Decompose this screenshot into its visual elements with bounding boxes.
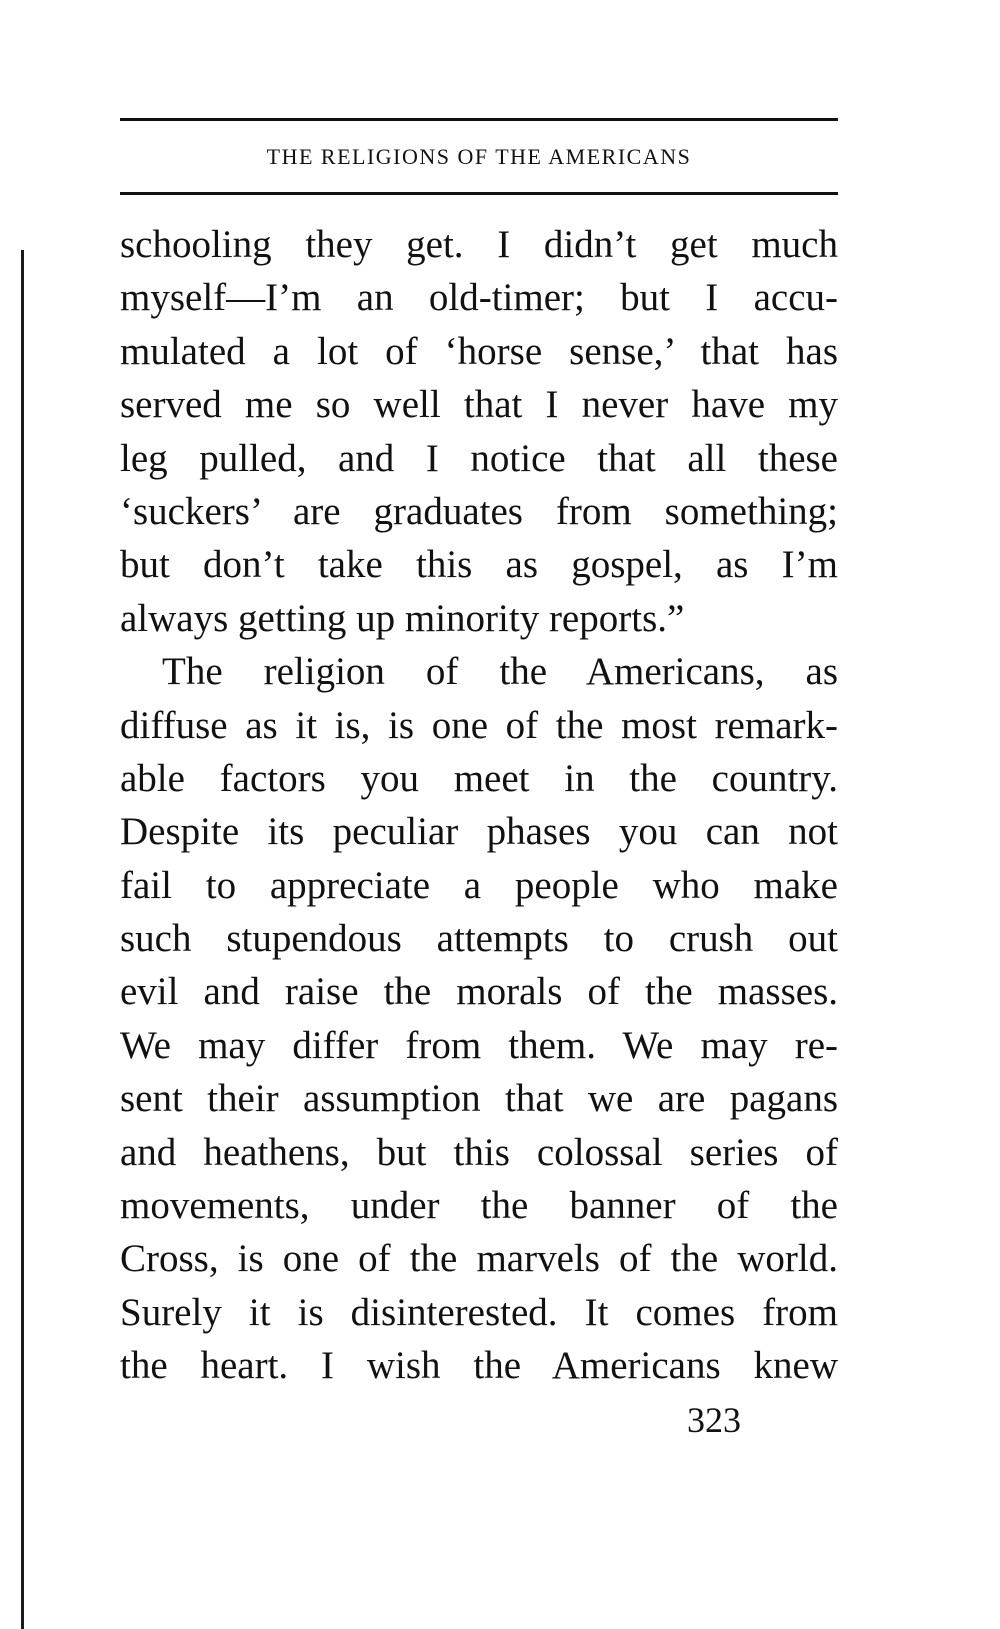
text-line: always getting up minority reports.” — [120, 596, 685, 640]
text-line: fail to appreciate a people who make — [120, 863, 838, 907]
paragraph-start-line: The religion of the Americans, as — [162, 650, 838, 694]
text-line: leg pulled, and I notice that all these — [120, 436, 838, 480]
text-line: Surely it is disinterested. It comes from — [120, 1290, 838, 1334]
text-line: the heart. I wish the Americans knew — [120, 1344, 838, 1388]
text-line: ‘suckers’ are graduates from something; — [120, 489, 838, 533]
text-line: movements, under the banner of the — [120, 1184, 838, 1228]
page-number: 323 — [687, 1400, 741, 1440]
text-line: myself—I’m an old-timer; but I accu- — [120, 276, 838, 320]
header-rule-top — [120, 118, 838, 121]
text-line: able factors you meet in the country. — [120, 756, 838, 800]
text-line: mulated a lot of ‘horse sense,’ that has — [120, 329, 838, 373]
text-line: Cross, is one of the marvels of the world. — [120, 1237, 838, 1281]
text-line: such stupendous attempts to crush out — [120, 917, 838, 961]
text-line: evil and raise the morals of the masses. — [120, 970, 838, 1014]
running-head: THE RELIGIONS OF THE AMERICANS — [266, 144, 692, 169]
text-line: We may differ from them. We may re- — [120, 1023, 838, 1067]
body-text — [120, 218, 838, 1393]
text-line: diffuse as it is, is one of the most remark- — [120, 703, 838, 747]
binding-edge-line — [21, 250, 24, 1629]
text-line: and heathens, but this colossal series of — [120, 1130, 838, 1174]
text-line: sent their assumption that we are pagans — [120, 1077, 838, 1121]
text-line: but don’t take this as gospel, as I’m — [120, 543, 838, 587]
text-line: served me so well that I never have my — [120, 383, 838, 427]
header-rule-bottom — [120, 192, 838, 195]
text-line: schooling they get. I didn’t get much — [120, 223, 838, 266]
text-line: Despite its peculiar phases you can not — [120, 810, 838, 854]
